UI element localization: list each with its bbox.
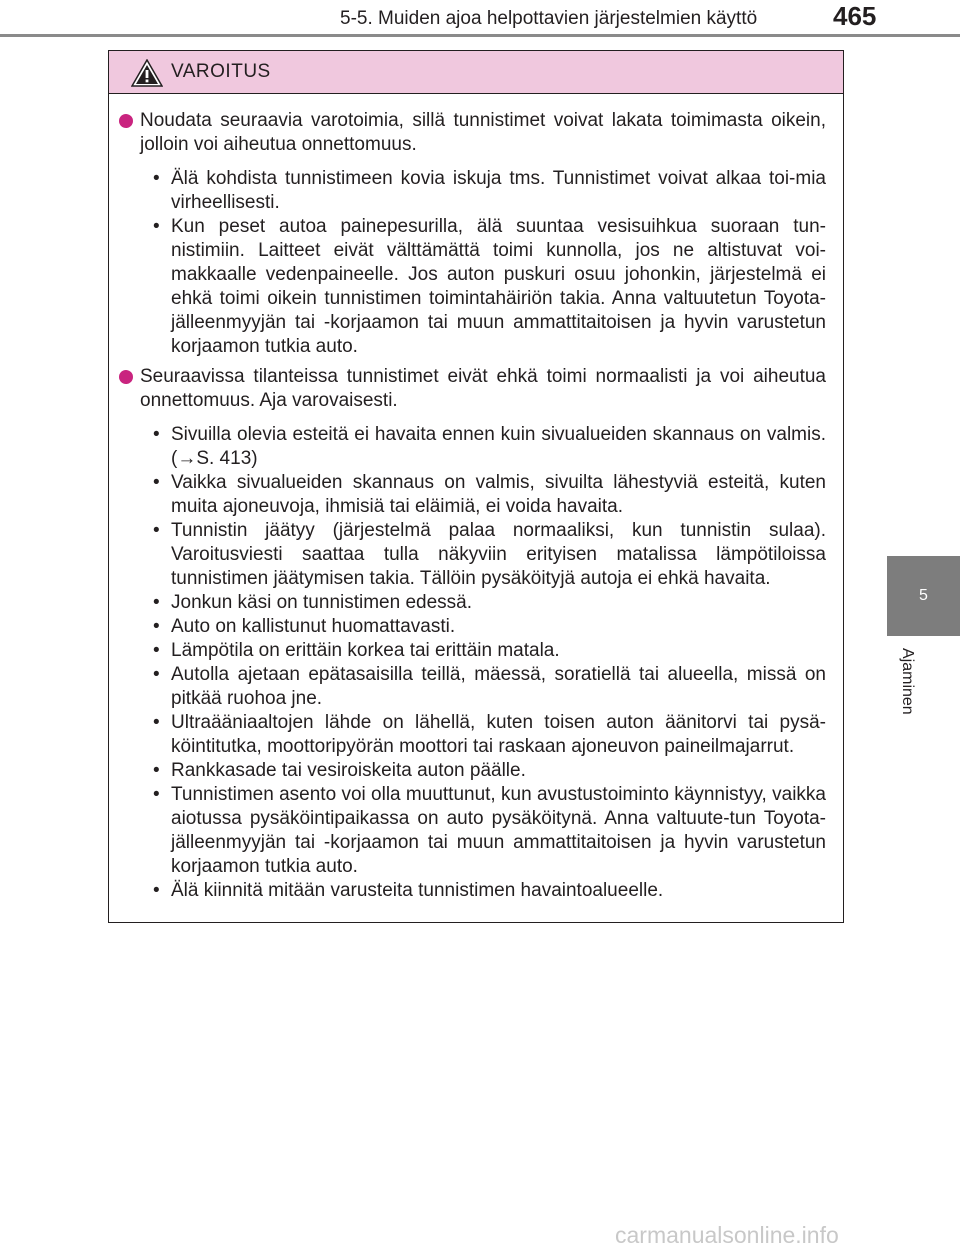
warning-point xyxy=(109,109,842,157)
chapter-label: Ajaminen xyxy=(899,648,916,715)
warning-title: VAROITUS xyxy=(171,61,271,82)
chapter-tab xyxy=(887,556,960,636)
section-title: 5-5. Muiden ajoa helpottavien järjestelmien käyttö xyxy=(340,8,758,29)
warning-header xyxy=(109,51,843,94)
list-item: • Vaikka sivualueiden skannaus on valmis, sivuilta lähestyviä esteitä, kuten muita ajoneuvoja, ihmisiä tai eläimiä, ei voida havaita. xyxy=(153,472,826,517)
list-item: • Tunnistin jäätyy (järjestelmä palaa normaaliksi, kun tunnistin sulaa). Varoitusviesti saattaa tulla näkyviin erityisen matalissa lämpötiloissa tunnistimen jäätymisen takia. Tällöin pysäköityjä autoja ei ehkä havaita. xyxy=(153,520,826,589)
list-item: • Jonkun käsi on tunnistimen edessä. xyxy=(153,592,473,613)
list-item: • Ultraääniaaltojen lähde on lähellä, kuten toisen auton äänitorvi tai pysä-köintitutka, moottoripyörän moottori tai raskaan ajoneuvon paineilmajarrut. xyxy=(153,712,826,757)
warning-box xyxy=(108,50,844,923)
page-number: 465 xyxy=(833,1,877,31)
list-item: • Älä kohdista tunnistimeen kovia iskuja tms. Tunnistimet voivat alkaa toi-mia virheellisesti. xyxy=(153,168,826,213)
sub-list xyxy=(109,423,842,903)
list-item: • Rankkasade tai vesiroiskeita auton päälle. xyxy=(153,760,526,781)
chapter-number: 5 xyxy=(919,587,928,604)
list-item: • Tunnistimen asento voi olla muuttunut, kun avustustoiminto käynnistyy, vaikka aiotussa pysäköintipaikassa on auto pysäköitynä. Anna valtuute-tun Toyota-jälleenmyyjän tai -korjaamon tai muun ammattitaitoisen ja hyvin varustetun korjaamon tutkia auto. xyxy=(153,784,826,877)
warning-content xyxy=(109,93,842,903)
bullet-dot-icon xyxy=(119,114,133,128)
warning-triangle-icon xyxy=(131,59,163,87)
list-item: • Lämpötila on erittäin korkea tai erittäin matala. xyxy=(153,640,560,661)
warning-point-text: Seuraavissa tilanteissa tunnistimet eivät ehkä toimi normaalisti ja voi aiheutua onnettomuus. Aja varovaisesti. xyxy=(140,366,826,411)
sub-list xyxy=(109,167,842,359)
list-item: • Auto on kallistunut huomattavasti. xyxy=(153,616,456,637)
list-item: • Älä kiinnitä mitään varusteita tunnistimen havaintoalueelle. xyxy=(153,880,664,901)
list-item: • Autolla ajetaan epätasaisilla teillä, mäessä, soratiellä tai alueella, missä on pitkää ruohoa jne. xyxy=(153,664,826,709)
list-item: • Sivuilla olevia esteitä ei havaita ennen kuin sivualueiden skannaus on valmis. (→S. 413) xyxy=(153,424,826,469)
watermark: carmanualsonline.info xyxy=(615,1222,839,1248)
list-item: • Kun peset autoa painepesurilla, älä suuntaa vesisuihkua suoraan tun-nistimiin. Laitteet eivät välttämättä toimi kunnolla, jos ne altistuvat voi-makkaalle vedenpaineelle. Jos auton puskuri osuu johonkin, järjestelmä ei ehkä toimi oikein tunnistimen toimintahäiriön takia. Anna valtuutetun Toyota-jälleenmyyjän tai -korjaamon tai muun ammattitaitoisen ja hyvin varustetun korjaamon tutkia auto. xyxy=(153,216,826,357)
warning-point xyxy=(109,365,842,413)
bullet-dot-icon xyxy=(119,370,133,384)
warning-point-text: Noudata seuraavia varotoimia, sillä tunnistimet voivat lakata toimimasta oikein, jolloin voi aiheutua onnettomuus. xyxy=(140,110,826,155)
header-divider xyxy=(0,34,960,37)
